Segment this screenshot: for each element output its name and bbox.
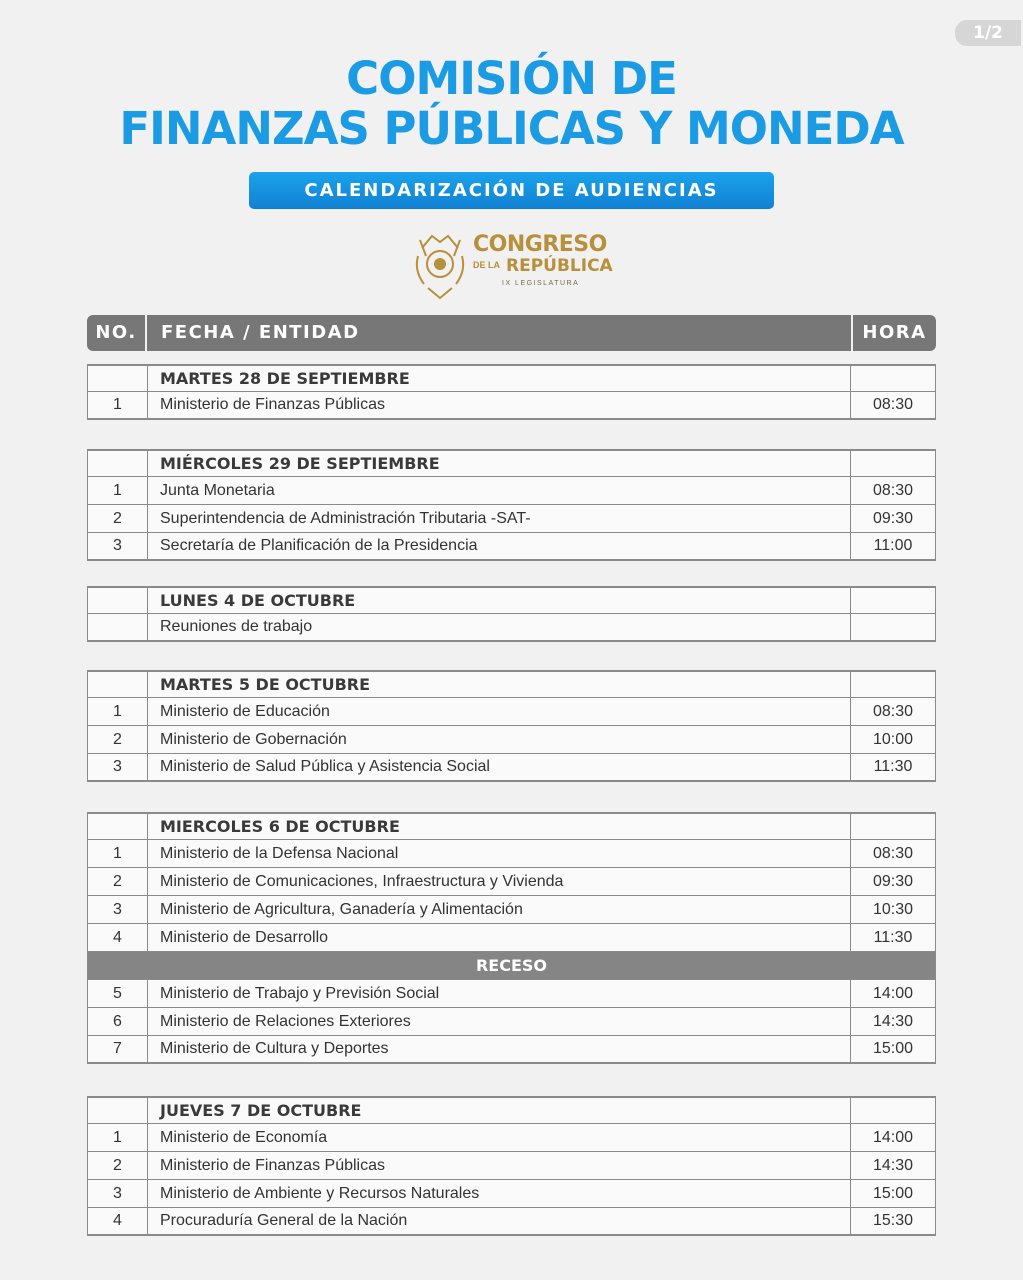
receso-label: RECESO	[475, 956, 548, 975]
row-entity: Junta Monetaria	[160, 481, 275, 499]
table-row	[87, 840, 936, 868]
row-entity: Superintendencia de Administración Tributaria -SAT-	[160, 509, 531, 527]
row-hora: 08:30	[850, 698, 935, 725]
row-hora: 10:30	[850, 896, 935, 923]
table-row	[87, 533, 936, 561]
row-entity: Ministerio de Educación	[160, 702, 330, 720]
day-header-row	[87, 670, 936, 698]
row-hora: 10:00	[850, 726, 935, 753]
row-hora: 09:30	[850, 505, 935, 532]
page-title-line2: FINANZAS PÚBLICAS Y MONEDA	[119, 102, 904, 155]
table-row	[87, 868, 936, 896]
row-hora: 11:00	[850, 533, 935, 559]
table-row	[87, 924, 936, 952]
subtitle-banner: CALENDARIZACIÓN DE AUDIENCIAS	[249, 172, 774, 209]
page-indicator: 1/2	[955, 20, 1021, 46]
row-no: 2	[88, 505, 148, 532]
row-no: 3	[88, 754, 148, 780]
row-hora: 11:30	[850, 924, 935, 951]
row-hora: 14:30	[850, 1152, 935, 1179]
table-row	[87, 614, 936, 642]
table-row	[87, 477, 936, 505]
row-hora: 14:00	[850, 980, 935, 1007]
day-block-lunes-4	[87, 586, 936, 642]
logo-text-dela: DE LA	[473, 260, 500, 270]
row-entity: Ministerio de Relaciones Exteriores	[160, 1012, 411, 1030]
table-row	[87, 392, 936, 420]
row-hora: 11:30	[850, 754, 935, 780]
table-row	[87, 754, 936, 782]
row-entity: Ministerio de Gobernación	[160, 730, 347, 748]
row-no: 6	[88, 1008, 148, 1035]
row-entity: Ministerio de Finanzas Públicas	[160, 1156, 385, 1174]
receso-row	[87, 952, 936, 980]
row-no: 1	[88, 477, 148, 504]
table-row	[87, 896, 936, 924]
row-entity: Secretaría de Planificación de la Presidencia	[160, 537, 478, 554]
row-no: 4	[88, 1208, 148, 1234]
row-no: 2	[88, 726, 148, 753]
row-entity: Ministerio de Salud Pública y Asistencia Social	[160, 758, 490, 775]
day-header-row	[87, 1096, 936, 1124]
table-row	[87, 1208, 936, 1236]
header-no: NO.	[87, 315, 147, 351]
row-entity: Ministerio de Comunicaciones, Infraestructura y Vivienda	[160, 872, 564, 890]
table-header	[87, 315, 936, 351]
row-entity: Procuraduría General de la Nación	[160, 1212, 408, 1229]
table-row	[87, 1036, 936, 1064]
day-header-row	[87, 586, 936, 614]
row-entity: Reuniones de trabajo	[160, 618, 313, 635]
header-fecha-entidad: FECHA / ENTIDAD	[161, 322, 360, 343]
table-row	[87, 1008, 936, 1036]
row-entity: Ministerio de Ambiente y Recursos Naturales	[160, 1184, 480, 1202]
row-hora: 08:30	[850, 392, 935, 418]
row-no: 2	[88, 868, 148, 895]
day-date: MARTES 5 DE OCTUBRE	[160, 675, 371, 694]
row-entity: Ministerio de Desarrollo	[160, 928, 329, 946]
row-no: 1	[88, 840, 148, 867]
table-row	[87, 698, 936, 726]
logo-text-legislatura: IX LEGISLATURA	[502, 280, 580, 287]
day-date: MIÉRCOLES 29 DE SEPTIEMBRE	[160, 454, 440, 473]
day-block-miercoles-6	[87, 812, 936, 1064]
table-row	[87, 1124, 936, 1152]
row-no: 1	[88, 392, 148, 418]
header-hora: HORA	[851, 315, 936, 351]
table-row	[87, 1180, 936, 1208]
congreso-logo	[410, 226, 620, 302]
day-date: MARTES 28 DE SEPTIEMBRE	[160, 369, 410, 388]
row-entity: Ministerio de la Defensa Nacional	[160, 844, 399, 862]
day-block-jueves-7	[87, 1096, 936, 1236]
day-date: MIERCOLES 6 DE OCTUBRE	[160, 817, 400, 836]
row-no	[88, 614, 148, 640]
row-hora: 14:30	[850, 1008, 935, 1035]
row-no: 2	[88, 1152, 148, 1179]
row-entity: Ministerio de Agricultura, Ganadería y Alimentación	[160, 900, 523, 918]
emblem-icon	[410, 226, 470, 302]
row-no: 3	[88, 1180, 148, 1207]
table-row	[87, 505, 936, 533]
row-no: 1	[88, 698, 148, 725]
row-hora: 08:30	[850, 840, 935, 867]
day-header-row	[87, 364, 936, 392]
page-title-line1: COMISIÓN DE	[346, 52, 677, 105]
logo-text-republica: REPÚBLICA	[506, 256, 613, 276]
row-entity: Ministerio de Finanzas Públicas	[160, 396, 385, 413]
day-header-row	[87, 449, 936, 477]
day-block-martes-28	[87, 364, 936, 420]
day-date: LUNES 4 DE OCTUBRE	[160, 591, 356, 610]
row-hora: 09:30	[850, 868, 935, 895]
row-no: 3	[88, 896, 148, 923]
row-no: 7	[88, 1036, 148, 1062]
row-hora	[850, 614, 935, 640]
logo-text-congreso: CONGRESO	[473, 232, 607, 257]
row-hora: 15:00	[850, 1036, 935, 1062]
table-row	[87, 726, 936, 754]
day-block-martes-5	[87, 670, 936, 782]
row-entity: Ministerio de Economía	[160, 1128, 328, 1146]
day-date: JUEVES 7 DE OCTUBRE	[160, 1101, 362, 1120]
row-hora: 15:30	[850, 1208, 935, 1234]
day-header-row	[87, 812, 936, 840]
row-hora: 08:30	[850, 477, 935, 504]
row-no: 3	[88, 533, 148, 559]
row-entity: Ministerio de Trabajo y Previsión Social	[160, 984, 440, 1002]
table-row	[87, 1152, 936, 1180]
row-hora: 14:00	[850, 1124, 935, 1151]
row-hora: 15:00	[850, 1180, 935, 1207]
row-entity: Ministerio de Cultura y Deportes	[160, 1040, 389, 1057]
row-no: 4	[88, 924, 148, 951]
row-no: 1	[88, 1124, 148, 1151]
table-row	[87, 980, 936, 1008]
row-no: 5	[88, 980, 148, 1007]
day-block-miercoles-29	[87, 449, 936, 561]
